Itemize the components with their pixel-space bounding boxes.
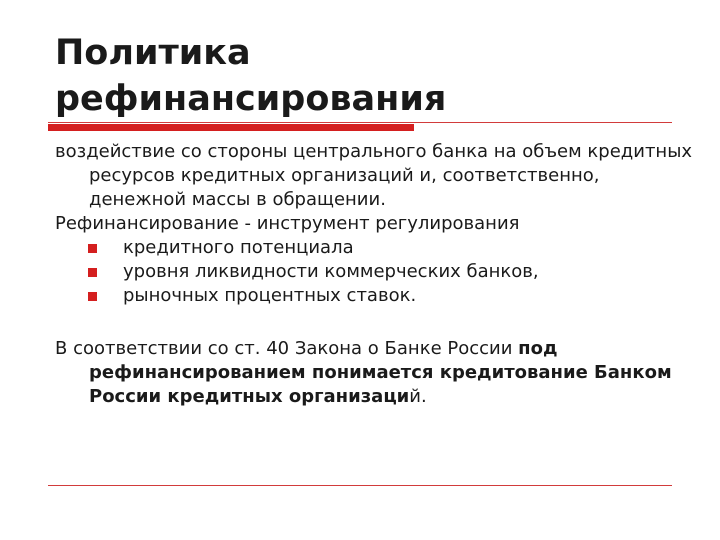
slide-body bbox=[55, 140, 695, 409]
law-tail: й. bbox=[409, 386, 427, 407]
title-accent-bar bbox=[48, 124, 414, 131]
list-item bbox=[55, 260, 695, 284]
list-item bbox=[55, 284, 695, 308]
square-bullet-icon bbox=[88, 268, 97, 277]
slide-title bbox=[55, 30, 675, 122]
footer-rule bbox=[48, 485, 672, 486]
title-line-1: Политика bbox=[55, 33, 251, 73]
bullet-text: рыночных процентных ставок. bbox=[123, 285, 417, 306]
paragraph-spacer bbox=[55, 308, 695, 337]
definition-paragraph: воздействие со стороны центрального банка на объем кредитных ресурсов кредитных организаций и, соответственно, денежной массы в обращении. bbox=[55, 141, 693, 210]
bullet-text: кредитного потенциала bbox=[123, 237, 354, 258]
square-bullet-icon bbox=[88, 292, 97, 301]
list-item bbox=[55, 236, 695, 260]
law-paragraph bbox=[55, 337, 695, 409]
square-bullet-icon bbox=[88, 244, 97, 253]
title-underline bbox=[48, 122, 672, 123]
law-intro: В соответствии со ст. 40 Закона о Банке России bbox=[55, 338, 519, 359]
instrument-paragraph: Рефинансирование - инструмент регулирования bbox=[55, 213, 520, 234]
title-line-2: рефинансирования bbox=[55, 79, 447, 119]
bullet-text: уровня ликвидности коммерческих банков, bbox=[123, 261, 539, 282]
bullet-list bbox=[55, 236, 695, 308]
law-emphasis: под рефинансированием понимается кредитование Банком России кредитных организаци bbox=[89, 338, 672, 407]
